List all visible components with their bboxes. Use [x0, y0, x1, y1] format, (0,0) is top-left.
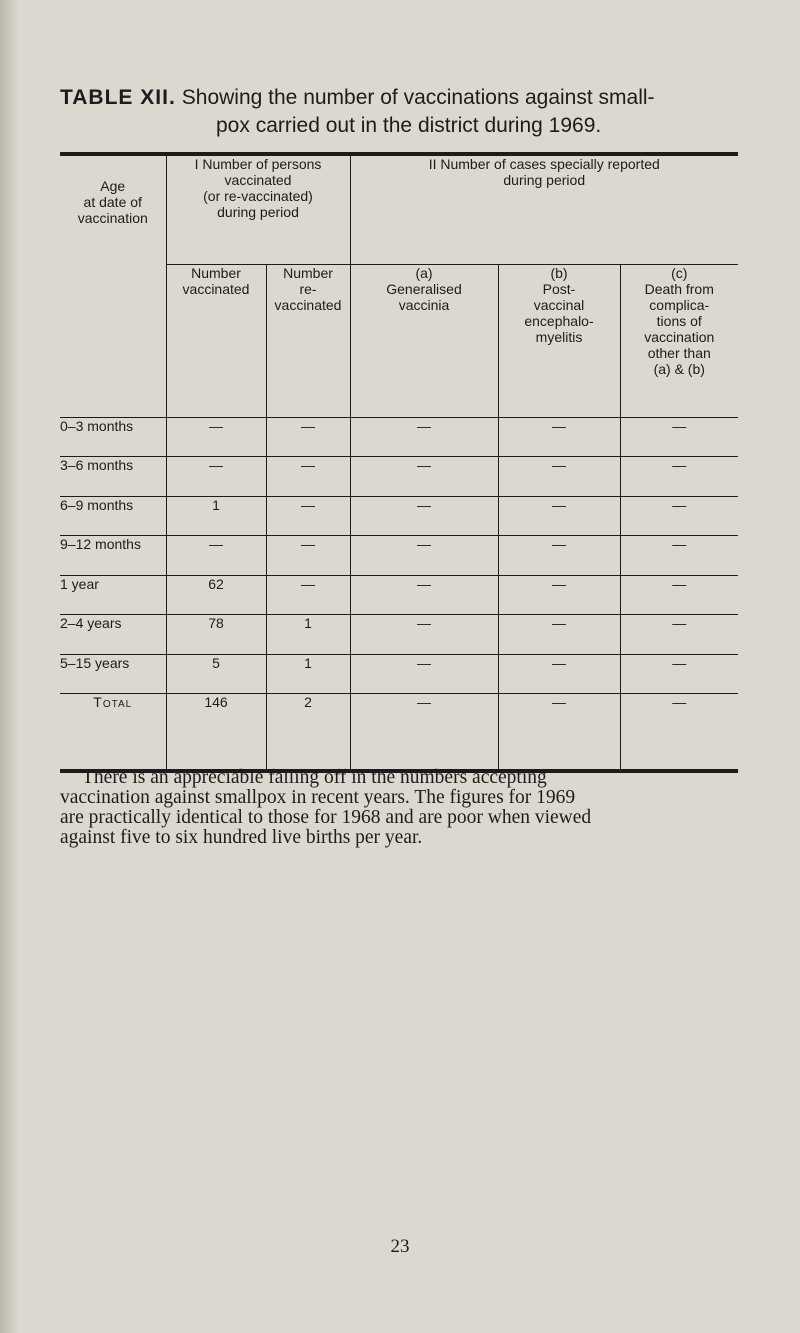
subheader-death-text: (c) Death from complica- tions of vaccination other than (a) & (b): [644, 264, 715, 377]
paragraph-line-3: are practically identical to those for 1968 and are poor when viewed: [60, 807, 592, 828]
page-edge-shadow: [0, 0, 18, 1333]
paragraph-line-2: vaccination against smallpox in recent years. The figures for 1969: [60, 787, 576, 808]
table-cell: —: [350, 615, 498, 655]
total-cell: 146: [166, 694, 266, 772]
table-row: [60, 654, 738, 694]
table-cell: —: [498, 457, 620, 497]
table-cell: —: [166, 417, 266, 457]
header-age-text: Age at date of vaccination: [77, 178, 148, 226]
table-cell: 78: [166, 615, 266, 655]
header-group-reported-text: II Number of cases specially reported during period: [428, 156, 660, 188]
table-cell: 1: [266, 654, 350, 694]
table-row: [60, 615, 738, 655]
header-age: [60, 154, 166, 417]
heading-line-1: Showing the number of vaccinations against small-: [181, 86, 655, 109]
subheader-encephalomyelitis: [498, 264, 620, 417]
row-label: 3–6 months: [60, 457, 166, 497]
table-cell: —: [498, 496, 620, 536]
vaccination-table: [60, 152, 738, 773]
table-cell: —: [350, 575, 498, 615]
table-cell: —: [266, 496, 350, 536]
table-cell: —: [350, 536, 498, 576]
body-paragraph: [60, 768, 740, 848]
table-row: [60, 536, 738, 576]
table-cell: —: [498, 575, 620, 615]
table-cell: —: [620, 536, 738, 576]
table-cell: —: [266, 536, 350, 576]
table-cell: —: [498, 536, 620, 576]
table-cell: —: [166, 536, 266, 576]
total-cell: —: [350, 694, 498, 772]
heading-line-2: pox carried out in the district during 1969.: [216, 114, 602, 137]
table-heading: [60, 84, 750, 140]
total-cell: —: [498, 694, 620, 772]
subheader-generalised-vaccinia-text: (a) Generalised vaccinia: [386, 264, 462, 313]
total-cell: 2: [266, 694, 350, 772]
table-cell: 1: [166, 496, 266, 536]
table-row: [60, 457, 738, 497]
subheader-vaccinated: [166, 264, 266, 417]
table-cell: —: [498, 654, 620, 694]
table-cell: —: [350, 457, 498, 497]
page-number: 23: [390, 1236, 410, 1257]
table-number: TABLE XII.: [60, 86, 176, 109]
table-cell: 1: [266, 615, 350, 655]
row-label: 2–4 years: [60, 615, 166, 655]
row-label: 1 year: [60, 575, 166, 615]
row-label: 6–9 months: [60, 496, 166, 536]
subheader-death: [620, 264, 738, 417]
table-cell: —: [166, 457, 266, 497]
subheader-generalised-vaccinia: [350, 264, 498, 417]
row-label: 9–12 months: [60, 536, 166, 576]
table-cell: —: [498, 615, 620, 655]
table-cell: —: [620, 496, 738, 536]
paragraph-line-1: There is an appreciable falling off in the numbers accepting: [82, 767, 547, 788]
total-label: Total: [60, 694, 166, 772]
table-cell: —: [620, 457, 738, 497]
subheader-revaccinated: [266, 264, 350, 417]
table-cell: 62: [166, 575, 266, 615]
subheader-revaccinated-text: Number re- vaccinated: [274, 264, 342, 313]
subheader-encephalomyelitis-text: (b) Post- vaccinal encephalo- myelitis: [524, 264, 594, 345]
table-cell: —: [266, 417, 350, 457]
table-cell: —: [620, 654, 738, 694]
header-group-reported: [350, 154, 738, 264]
table-cell: —: [266, 457, 350, 497]
table-row: [60, 496, 738, 536]
table-cell: —: [620, 417, 738, 457]
table-cell: —: [620, 575, 738, 615]
table-cell: —: [350, 654, 498, 694]
table-row: [60, 575, 738, 615]
table-cell: —: [620, 615, 738, 655]
table-cell: —: [350, 496, 498, 536]
paragraph-line-4: against five to six hundred live births per year.: [60, 827, 423, 848]
subheader-vaccinated-text: Number vaccinated: [182, 264, 250, 297]
table-cell: 5: [166, 654, 266, 694]
table-cell: —: [266, 575, 350, 615]
header-group-vaccinated-text: I Number of persons vaccinated (or re-vaccinated) during period: [194, 156, 322, 220]
row-label: 0–3 months: [60, 417, 166, 457]
header-group-vaccinated: [166, 154, 350, 264]
total-cell: —: [620, 694, 738, 772]
total-row: [60, 694, 738, 772]
table-cell: —: [498, 417, 620, 457]
table-row: [60, 417, 738, 457]
row-label: 5–15 years: [60, 654, 166, 694]
table-cell: —: [350, 417, 498, 457]
